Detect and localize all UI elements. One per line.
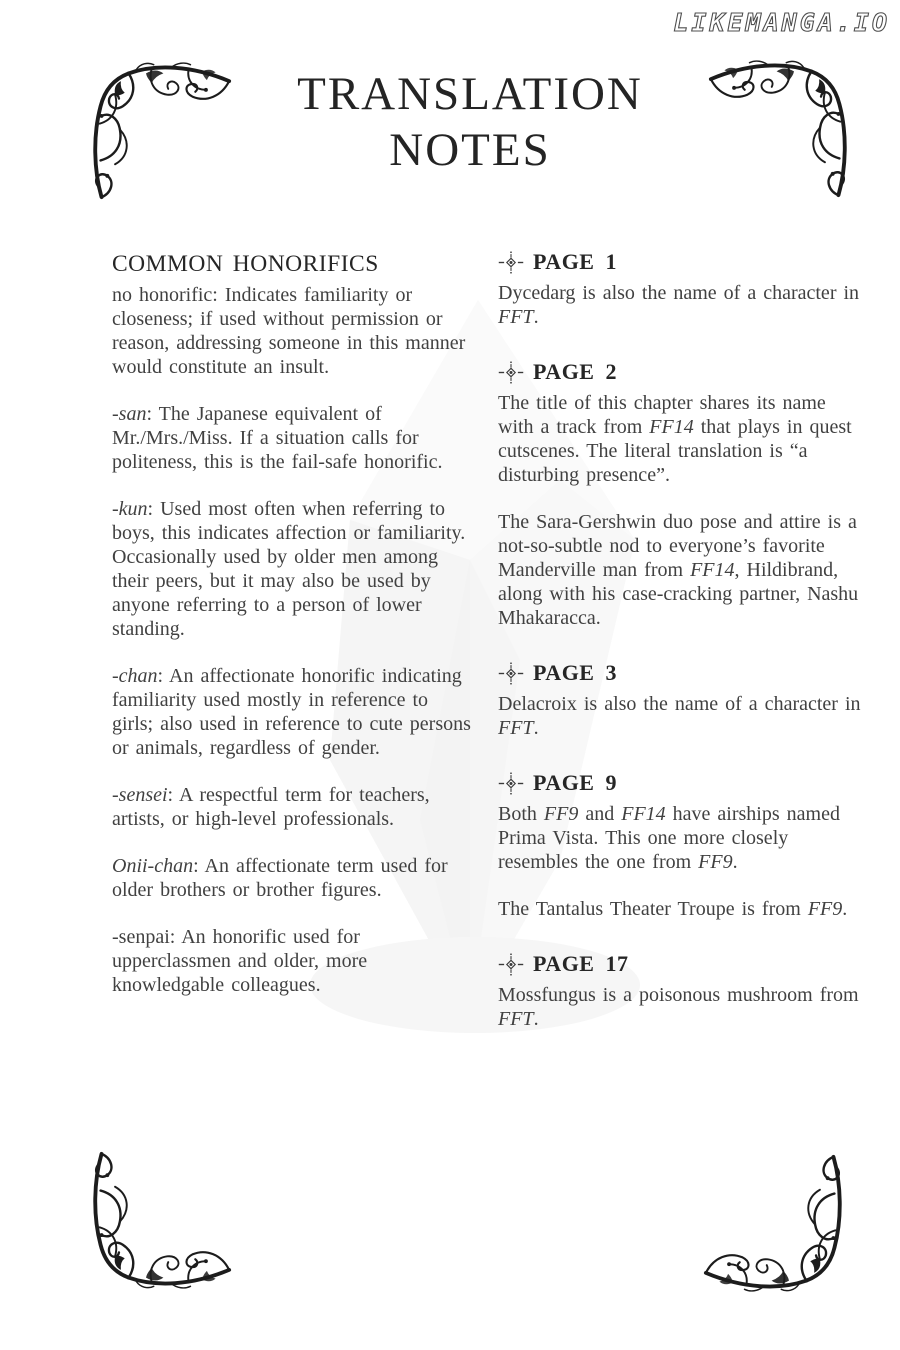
page-marker-icon [498, 772, 524, 795]
page-title-line1: TRANSLATION [297, 68, 643, 120]
page-notes-column [498, 248, 866, 1060]
paragraph: no honorific: Indicates familiarity or closeness; if used without permission or reason, addressing someone in this manner would constitute an insult. [112, 284, 466, 378]
paragraph: The Tantalus Theater Troupe is from FF9. [498, 898, 848, 920]
paragraph: Onii-chan: An affectionate term used for older brothers or brother figures. [112, 855, 448, 901]
paragraph: Delacroix is also the name of a character in FFT. [498, 693, 861, 739]
left-column-paragraphs [112, 283, 476, 997]
page-heading-label: PAGE 3 [533, 660, 617, 685]
page-heading [498, 248, 866, 276]
page-heading [498, 659, 866, 687]
honorifics-column [112, 250, 476, 1020]
paragraph: -kun: Used most often when referring to boys, this indicates affection or familiarity. Occasionally used by older men among their peers, but it may also be used by anyone referring to a person of lower standing. [112, 498, 466, 640]
page-marker-icon [498, 662, 524, 685]
paragraph: -san: The Japanese equivalent of Mr./Mrs./Miss. If a situation calls for politeness, this is the fail-safe honorific. [112, 403, 443, 473]
page-note-section [498, 769, 866, 921]
corner-flourish-bottom-left [88, 1150, 233, 1295]
floral-flourish-icon [702, 1153, 847, 1298]
page-title-line2: NOTES [389, 124, 551, 176]
page-heading [498, 950, 866, 978]
page-heading-label: PAGE 2 [533, 359, 617, 384]
site-watermark [632, 3, 892, 43]
page-heading-label: PAGE 9 [533, 770, 617, 795]
page-marker-icon [498, 953, 524, 976]
paragraph: Both FF9 and FF14 have airships named Prima Vista. This one more closely resembles the one from FF9. [498, 803, 840, 873]
page-heading [498, 769, 866, 797]
page-heading-label: PAGE 1 [533, 249, 617, 274]
page-marker-icon [498, 251, 524, 274]
corner-flourish-bottom-right [702, 1153, 847, 1298]
page-heading-label: PAGE 17 [533, 951, 629, 976]
page-note-section [498, 659, 866, 740]
paragraph: -sensei: A respectful term for teachers, artists, or high-level professionals. [112, 784, 430, 830]
page-note-section [498, 358, 866, 630]
right-column-sections [498, 248, 866, 1031]
site-watermark-text: LIKEMANGA.IO [673, 8, 890, 37]
page-heading [498, 358, 866, 386]
paragraph: The Sara-Gershwin duo pose and attire is a not-so-subtle nod to everyone’s favorite Manderville man from FF14, Hildibrand, along with his case-cracking partner, Nashu Mhakaracca. [498, 511, 859, 629]
honorifics-heading: COMMON HONORIFICS [112, 251, 379, 277]
page-title [40, 66, 900, 178]
paragraph: -senpai: An honorific used for upperclassmen and older, more knowledgable colleagues. [112, 926, 368, 996]
page-note-section [498, 950, 866, 1031]
page-marker-icon [498, 361, 524, 384]
page-note-section [498, 248, 866, 329]
paragraph: -chan: An affectionate honorific indicating familiarity used mostly in reference to girls; also used in reference to cute persons or animals, regardless of gender. [112, 665, 471, 759]
paragraph: The title of this chapter shares its name with a track from FF14 that plays in quest cutscenes. The literal translation is “a disturbing presence”. [498, 392, 852, 486]
paragraph: Mossfungus is a poisonous mushroom from FFT. [498, 984, 859, 1030]
paragraph: Dycedarg is also the name of a character in FFT. [498, 282, 860, 328]
floral-flourish-icon [88, 1150, 233, 1295]
